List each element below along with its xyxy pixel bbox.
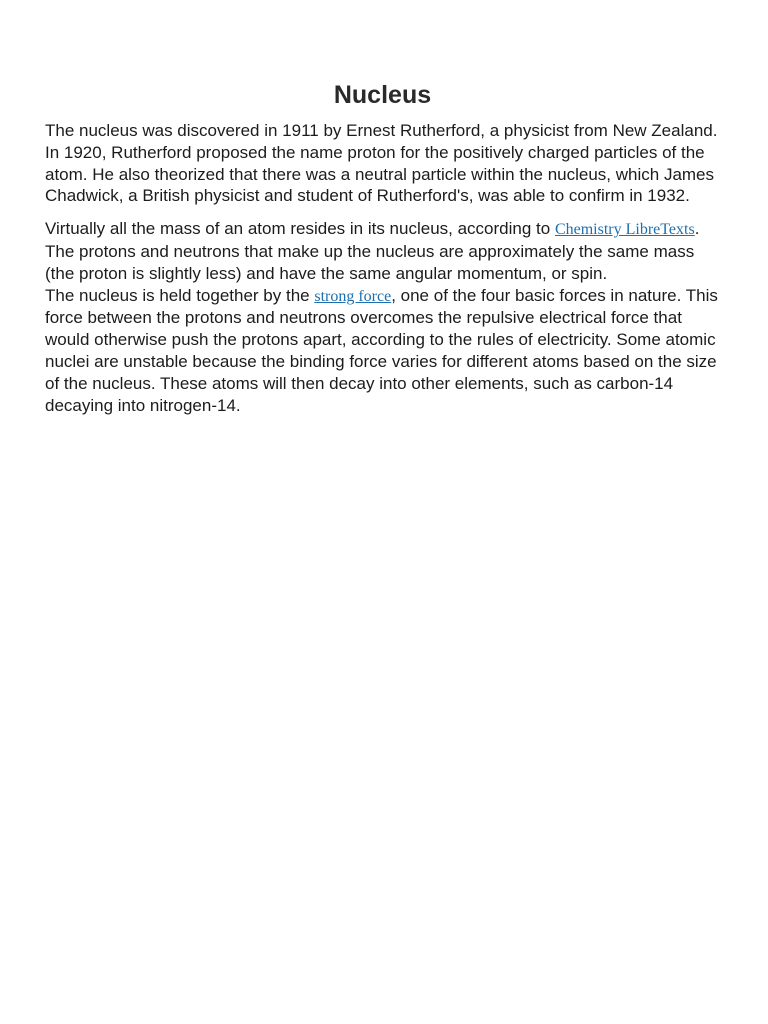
paragraph-mass-text-before: Virtually all the mass of an atom resides in its nucleus, according to (45, 219, 555, 239)
chemistry-libretexts-link[interactable]: Chemistry LibreTexts (554, 221, 695, 239)
paragraph-strong-force-text-after: , one of the four basic forces in nature. This force between the protons and neutrons overcomes the repulsive electrical force that would otherwise push the protons apart, according to the rules of electricity. Some atomic nuclei are unstable because the binding force varies for different atoms based on the size of the nucleus. These atoms will then decay into other elements, such as carbon-14 decaying into nitrogen-14. (45, 285, 718, 415)
paragraph-strong-force (45, 285, 720, 417)
document-page (45, 78, 720, 416)
strong-force-link[interactable]: strong force (314, 287, 392, 305)
paragraph-mass (45, 218, 720, 284)
paragraph-strong-force-text-before: The nucleus is held together by the (45, 285, 315, 305)
paragraph-mass-text-after: . The protons and neutrons that make up the nucleus are approximately the same mass (the proton is slightly less) and have the same angular momentum, or spin. (45, 219, 700, 283)
paragraph-discovery: The nucleus was discovered in 1911 by Ernest Rutherford, a physicist from New Zealand. In 1920, Rutherford proposed the name proton for the positively charged particles of the atom. He also theorized that there was a neutral particle within the nucleus, which James Chadwick, a British physicist and student of Rutherford's, was able to confirm in 1932. (45, 121, 718, 206)
page-title: Nucleus (333, 81, 432, 109)
